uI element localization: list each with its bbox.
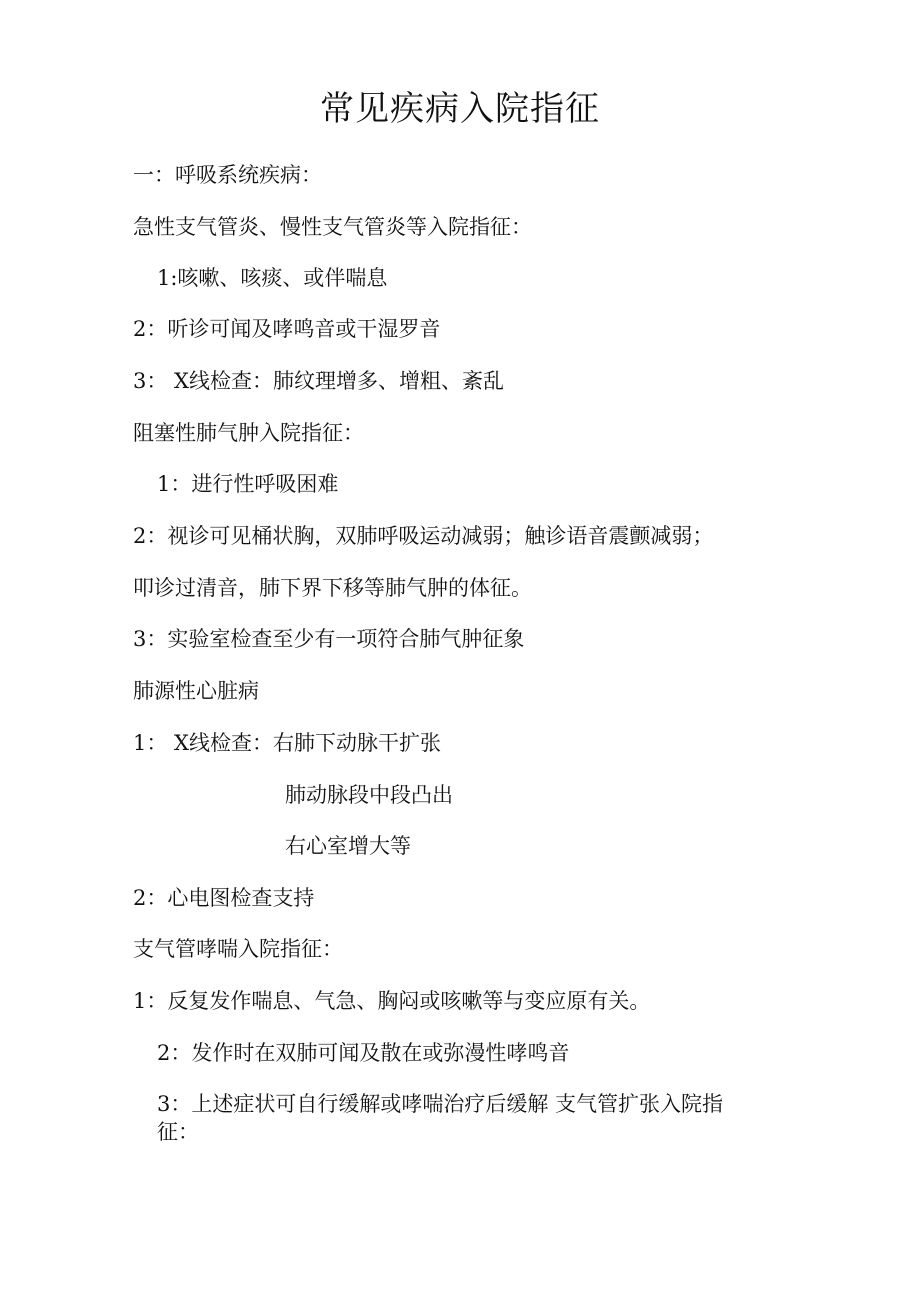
cor-pulmonale-criterion-1: 1： X线检查：右肺下动脉干扩张 xyxy=(133,731,441,755)
cor-pulmonale-criterion-2: 2：心电图检查支持 xyxy=(133,886,315,910)
bronchitis-criterion-2: 2：听诊可闻及哮鸣音或干湿罗音 xyxy=(133,317,441,341)
emphysema-criterion-1: 1：进行性呼吸困难 xyxy=(157,472,339,496)
asthma-criterion-3: 3：上述症状可自行缓解或哮喘治疗后缓解 支气管扩张入院指 xyxy=(157,1092,724,1116)
subheading-bronchitis: 急性支气管炎、慢性支气管炎等入院指征： xyxy=(133,215,532,239)
bronchitis-criterion-1: 1:咳嗽、咳痰、或伴喘息 xyxy=(157,266,388,290)
subheading-asthma: 支气管哮喘入院指征： xyxy=(133,937,343,961)
emphysema-criterion-3: 3：实验室检查至少有一项符合肺气肿征象 xyxy=(133,627,525,651)
emphysema-criterion-2-cont: 叩诊过清音，肺下界下移等肺气肿的体征。 xyxy=(133,576,532,600)
emphysema-criterion-2: 2：视诊可见桶状胸，双肺呼吸运动减弱；触诊语音震颤减弱； xyxy=(133,524,714,548)
asthma-criterion-1: 1：反复发作喘息、气急、胸闷或咳嗽等与变应原有关。 xyxy=(133,989,651,1013)
cor-pulmonale-criterion-1-c: 右心室增大等 xyxy=(285,834,411,858)
asthma-criterion-2: 2：发作时在双肺可闻及散在或弥漫性哮鸣音 xyxy=(157,1041,570,1065)
asthma-criterion-3-cont: 征： xyxy=(157,1120,199,1144)
document-title: 常见疾病入院指征 xyxy=(320,89,600,129)
cor-pulmonale-criterion-1-b: 肺动脉段中段凸出 xyxy=(285,783,453,807)
section-heading-respiratory: 一：呼吸系统疾病： xyxy=(133,163,322,187)
bronchitis-criterion-3: 3： X线检查：肺纹理增多、增粗、紊乱 xyxy=(133,369,504,393)
subheading-emphysema: 阻塞性肺气肿入院指征： xyxy=(133,421,364,445)
subheading-cor-pulmonale: 肺源性心脏病 xyxy=(133,679,259,703)
